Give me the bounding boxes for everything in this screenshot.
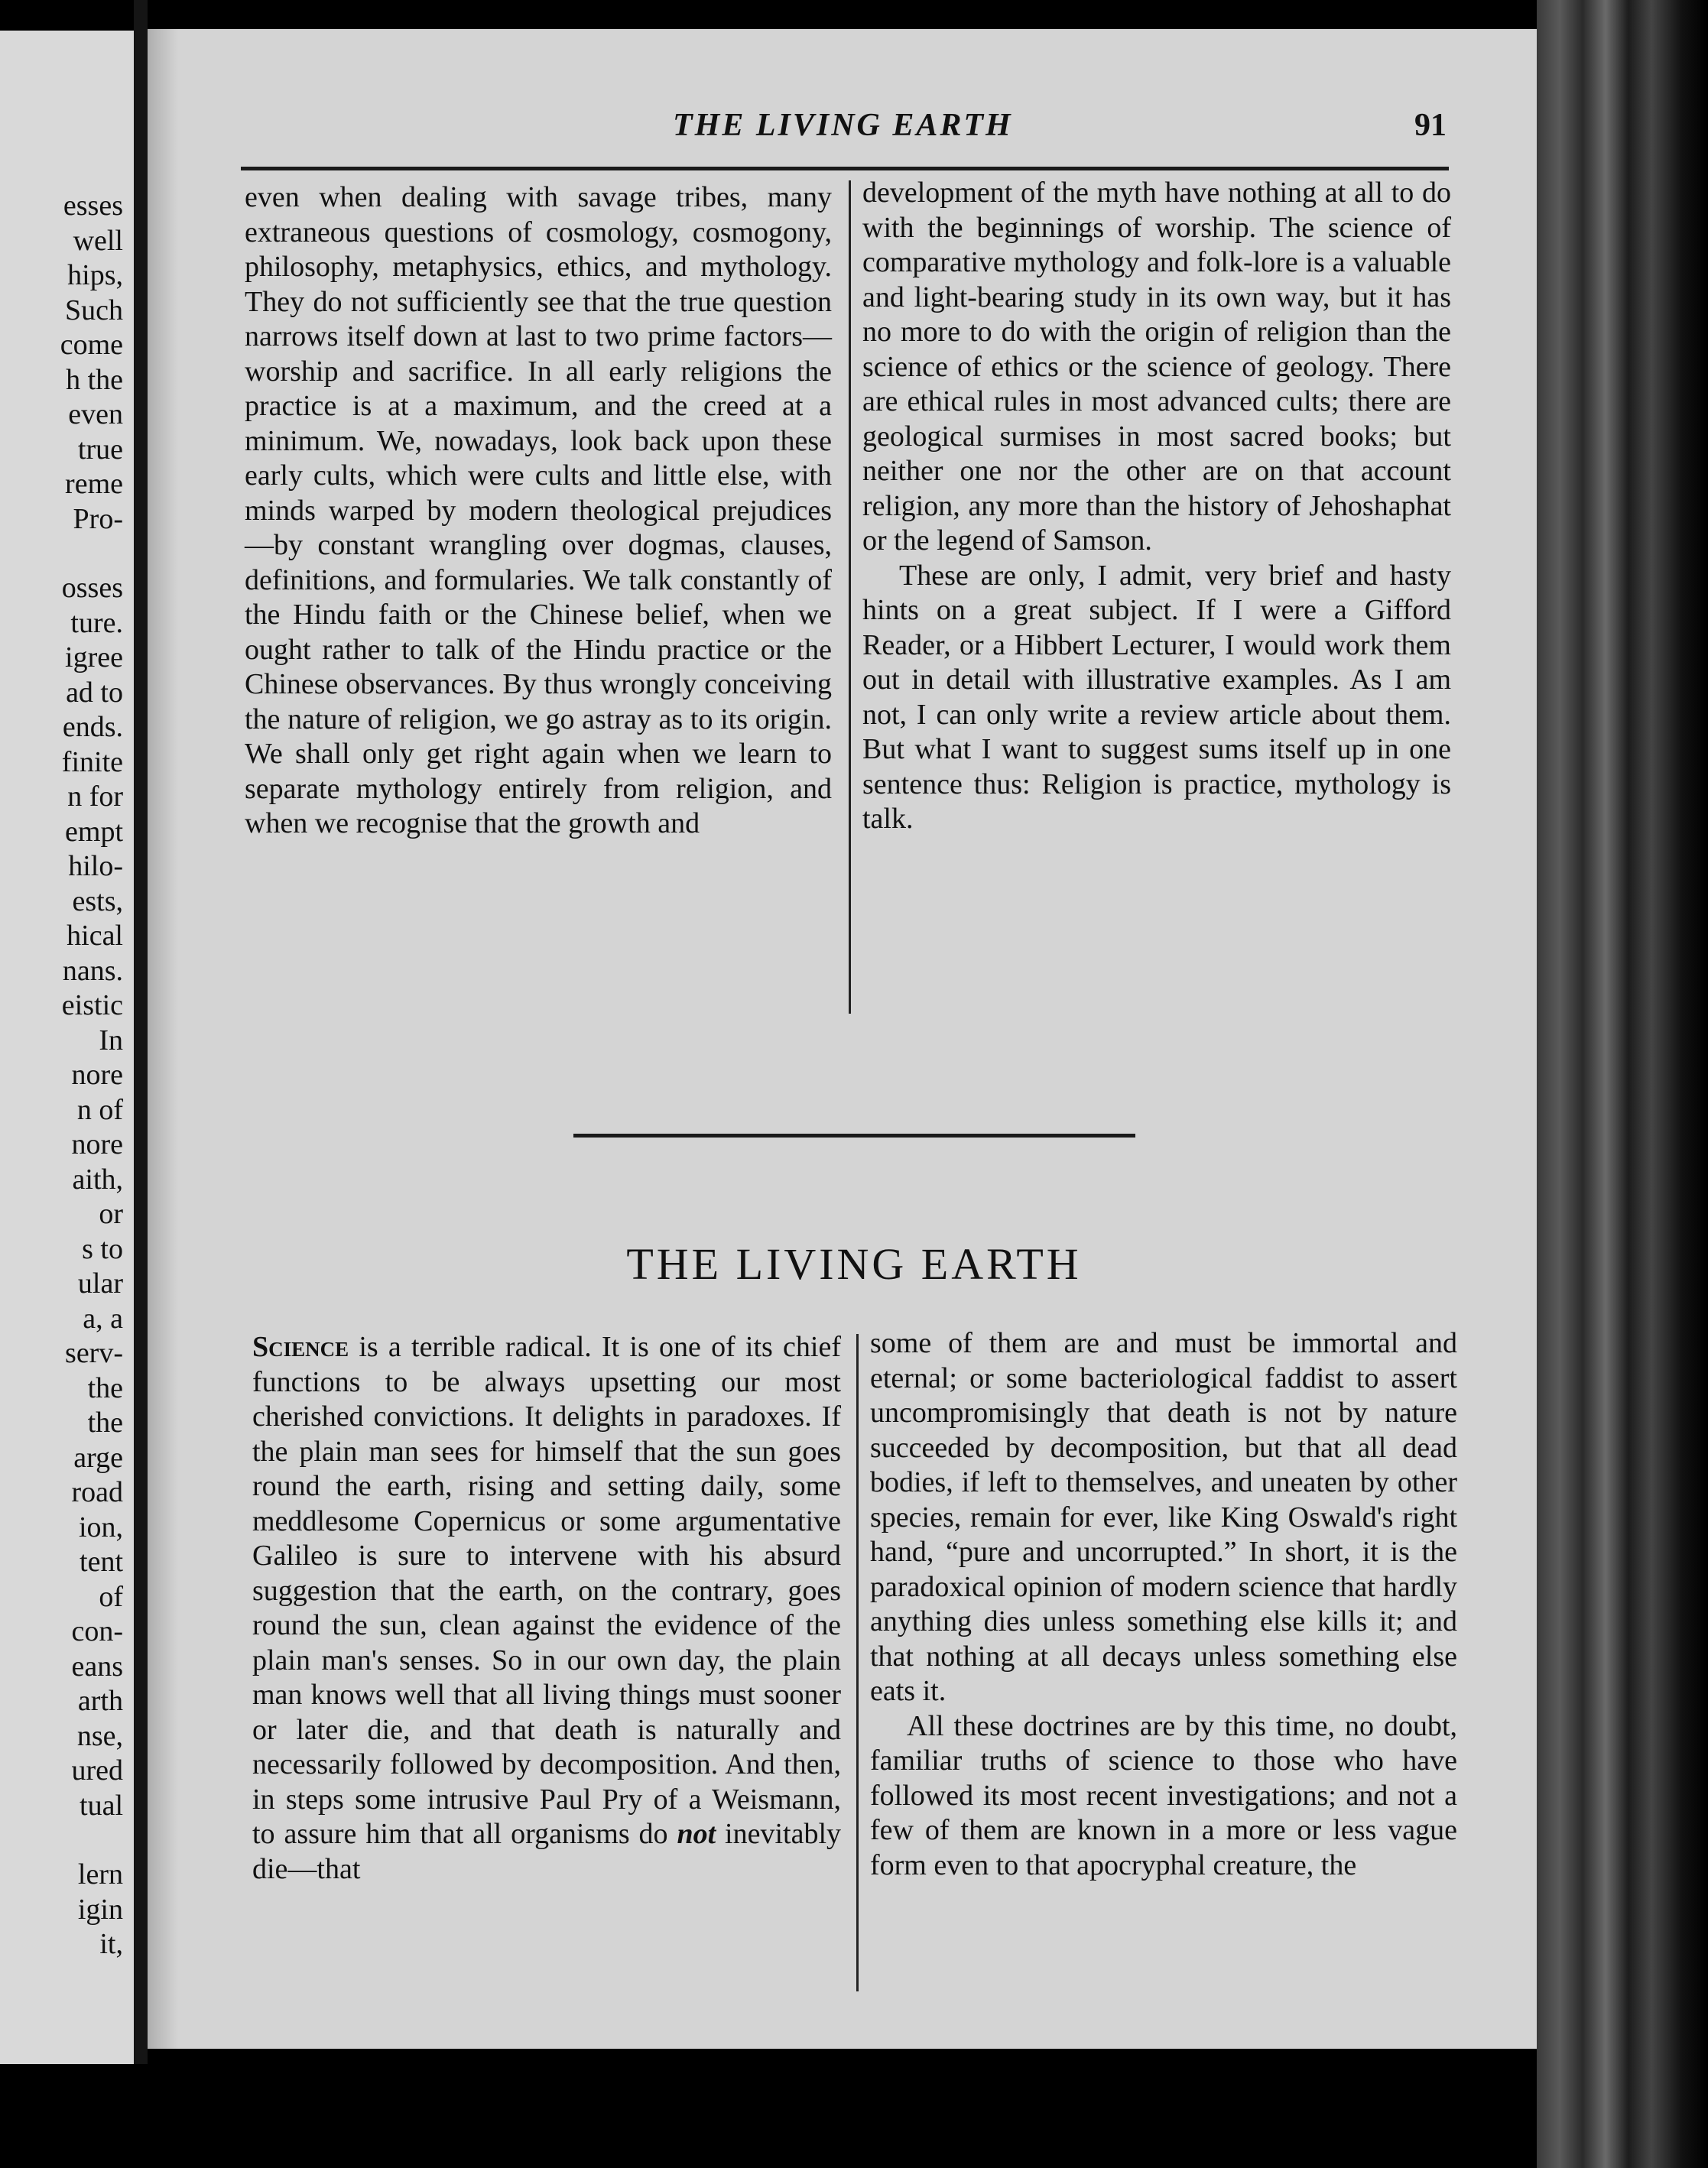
previous-page-line: empt bbox=[65, 815, 123, 848]
previous-page-line: igin bbox=[77, 1893, 123, 1926]
previous-page-line: s to bbox=[82, 1232, 123, 1265]
previous-page-line: aith, bbox=[72, 1163, 123, 1196]
previous-page-line: ad to bbox=[66, 676, 123, 709]
previous-page-line: reme bbox=[65, 468, 123, 500]
previous-page-line: a, a bbox=[83, 1302, 123, 1335]
previous-page-line: or bbox=[99, 1198, 123, 1230]
previous-page-line: arth bbox=[77, 1685, 123, 1717]
top-left-column bbox=[245, 180, 832, 842]
previous-page-line: tual bbox=[80, 1789, 123, 1822]
previous-page-fragment bbox=[0, 31, 134, 2064]
paragraph: These are only, I admit, very brief and hasty hints on a great subject. If I were a Gifford Reader, or a Hibbert Lecturer, I would work them out in detail with illustrative examples. As I am not, I can only write a review article about them. But what I want to suggest sums itself up in one sentence thus: Religion is practice, mythology is talk. bbox=[862, 559, 1451, 835]
previous-page-line: hilo- bbox=[68, 850, 123, 882]
previous-page-line: igree bbox=[65, 641, 123, 673]
previous-page-line: come bbox=[60, 329, 123, 361]
paragraph-text: is a terrible radical. It is one of its chief functions to be always upsetting our most cherished convictions. It delights in paradoxes. If the plain man sees for himself that the sun goes round the earth, rising and setting daily, some meddlesome Copernicus or some argumentative Galileo is sure to intervene with his absurd suggestion that the earth, on the contrary, goes round the sun, clean against the evidence of the plain man's senses. So in our own day, the plain man knows well that all living things must sooner or later die, and that death is naturally and necessarily followed by decomposition. And then, in steps some intrusive Paul Pry of a Weismann, to assure him that all organisms do bbox=[252, 1331, 841, 1850]
previous-page-line: tent bbox=[80, 1546, 123, 1578]
book-binding-edge bbox=[1537, 0, 1708, 2168]
paragraph-text-end: inevitably die—that bbox=[252, 1818, 842, 1885]
previous-page-line: In bbox=[99, 1024, 123, 1056]
previous-page-line: the bbox=[87, 1407, 123, 1439]
previous-page-line: Pro- bbox=[73, 502, 123, 535]
previous-page-line: even bbox=[68, 398, 123, 430]
previous-page-line: ends. bbox=[62, 711, 123, 743]
previous-page-line: the bbox=[87, 1371, 123, 1404]
paragraph: development of the myth have nothing at all to do with the beginnings of worship. The science of comparative mythology and folk-lore is a valuable and light-bearing study in its own way, but it has no more to do with the origin of religion than the science of ethics or the science of geology. There are ethical rules in most advanced cults; there are geological surmises in most sacred books; but neither one nor the other are on that account religion, any more than the history of Jehoshaphat or the legend of Samson. bbox=[862, 177, 1451, 557]
previous-page-line: well bbox=[73, 224, 123, 257]
previous-page-line: ion, bbox=[78, 1511, 123, 1543]
previous-page-line: true bbox=[77, 433, 123, 466]
book-gutter bbox=[134, 0, 148, 2064]
lead-word: Science bbox=[252, 1331, 349, 1363]
previous-page-line: osses bbox=[61, 572, 123, 604]
page-number: 91 bbox=[1414, 108, 1447, 143]
previous-page-line: nse, bbox=[76, 1719, 123, 1752]
previous-page-line: ests, bbox=[72, 884, 123, 917]
previous-page-line: nans. bbox=[62, 954, 123, 987]
paragraph: some of them are and must be immortal and eternal; or some bacteriological faddist to assert uncompromisingly that death is not by nature succeeded by decomposition, but that all dead bodies, if left to themselves, and uneaten by other species, remain for ever, like King Oswald's right hand, “pure and uncorrupted.” In short, it is the paradoxical opinion of modern science that hardly anything dies unless something else kills it; and that nothing at all decays unless something else eats it. bbox=[870, 1327, 1457, 1707]
previous-page-line: it, bbox=[99, 1928, 123, 1960]
running-head-title: THE LIVING EARTH bbox=[673, 108, 1013, 143]
section-divider-rule bbox=[573, 1134, 1135, 1138]
previous-page-line: road bbox=[71, 1476, 123, 1508]
previous-page-line: finite bbox=[61, 745, 123, 778]
previous-page-line: arge bbox=[73, 1441, 123, 1474]
emphasis-word: not bbox=[677, 1818, 716, 1850]
article-left-column bbox=[252, 1330, 841, 1887]
previous-page-line: ular bbox=[77, 1267, 123, 1300]
paragraph: All these doctrines are by this time, no doubt, familiar truths of science to those who have followed its most recent investigations; and not a few of them are known in a more or less vague form even to that apocryphal creature, the bbox=[870, 1709, 1457, 1881]
previous-page-line: nore bbox=[71, 1059, 123, 1091]
paragraph bbox=[252, 1330, 841, 1887]
previous-page-line: eistic bbox=[61, 989, 123, 1021]
previous-page-line: esses bbox=[63, 190, 123, 222]
previous-page-line: of bbox=[99, 1580, 123, 1613]
previous-page-line: n of bbox=[76, 1093, 123, 1126]
column-divider bbox=[849, 180, 851, 1014]
page-edge-shadow bbox=[148, 29, 178, 2049]
previous-page-line: hips, bbox=[67, 259, 123, 291]
previous-page-line: n for bbox=[67, 781, 123, 813]
article-title: THE LIVING EARTH bbox=[626, 1239, 1082, 1289]
previous-page-line: h the bbox=[66, 363, 123, 396]
previous-page-line: eans bbox=[71, 1650, 123, 1683]
previous-page-line: ured bbox=[71, 1754, 123, 1787]
previous-page-line: Such bbox=[65, 294, 123, 326]
previous-page-line: nore bbox=[71, 1128, 123, 1160]
top-right-column bbox=[862, 176, 1451, 837]
previous-page-line: serv- bbox=[65, 1337, 123, 1369]
header-rule bbox=[241, 167, 1449, 170]
paragraph: even when dealing with savage tribes, many extraneous questions of cosmology, cosmogony, philosophy, metaphysics, ethics, and mythology. They do not sufficiently see that the true question narrows itself down at last to two prime factors—worship and sacrifice. In all early religions the practice is at a maximum, and the creed at a minimum. We, nowadays, look back upon these early cults, which were cults and little else, with minds warped by modern theological prejudices—by constant wrangling over dogmas, clauses, definitions, and formularies. We talk constantly of the Hindu faith or the Chinese belief, when we ought rather to talk of the Hindu practice or the Chinese observances. By thus wrongly conceiving the nature of religion, we go astray as to its origin. We shall only get right again when we learn to separate mythology entirely from religion, and when we recognise that the growth and bbox=[245, 181, 832, 839]
previous-page-line: con- bbox=[71, 1615, 123, 1647]
previous-page-line: ture. bbox=[70, 606, 123, 639]
article-right-column bbox=[870, 1326, 1457, 1883]
previous-page-line: hical bbox=[67, 920, 123, 952]
column-divider bbox=[856, 1334, 859, 1991]
previous-page-line: lern bbox=[77, 1858, 123, 1891]
